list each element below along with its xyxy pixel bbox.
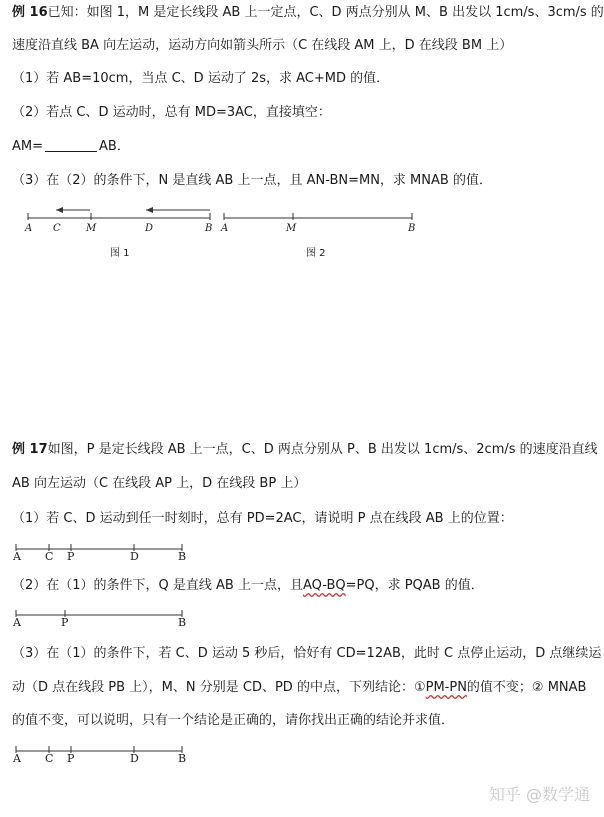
fig2-label-b: B [408,223,416,234]
q3-prefix: 动（D 点在线段 PB 上），M、N 分别是 CD、PD 的中点，下列结论：① [12,680,426,695]
fill-suffix: AB． [99,139,130,154]
fig1-label-c: C [53,223,61,234]
q3-wavy-text: PM-PN [425,680,467,695]
ex17-text-1: 如图，P 是定长线段 AB 上一点，C、D 两点分别从 P、B 出发以 1cm/s、2cm/s 的速度沿直线 [47,442,598,457]
ex16-line-1 [12,4,604,22]
fig2-label-a: A [221,223,229,234]
figa-label-p: P [67,550,75,563]
ex16-question-3: （3）在（2）的条件下，N 是直线 AB 上一点，且 AN-BN=MN，求 MNAB 的值． [12,173,492,188]
ex17-question-2 [12,577,484,595]
figc-label-d: D [130,752,139,765]
ex17-line-1 [12,441,598,459]
figa-label-b: B [178,550,187,563]
fig1-label-d: D [145,223,154,234]
figb-label-p: P [61,616,69,629]
fig1-label-m: M [86,223,97,234]
ex17-question-1: （1）若 C、D 运动到任一时刻时，总有 PD=2AC，请说明 P 点在线段 AB 上的位置： [12,511,513,526]
figa-label-a: A [13,550,21,563]
q2-prefix: （2）在（1）的条件下，Q 是直线 AB 上一点，且 [12,578,303,593]
figb-label-b: B [178,616,187,629]
ex17-title: 例 17 [12,442,48,457]
figc-label-b: B [178,752,187,765]
ex17-line-2: AB 向左运动（C 在线段 AP 上，D 在线段 BP 上） [12,476,307,491]
figa-label-d: D [130,550,139,563]
figc-label-a: A [13,752,21,765]
fig1-label-b: B [205,223,213,234]
ex16-question-2: （2）若点 C、D 运动时，总有 MD=3AC，直接填空： [12,105,331,120]
fig2-label-m: M [286,223,297,234]
ex17-question-3-line-3: 的值不变，可以说明，只有一个结论是正确的，请你找出正确的结论并求值． [12,713,455,728]
fill-prefix: AM= [12,139,44,154]
q2-suffix: =PQ，求 PQAB 的值． [345,578,484,593]
figa-label-c: C [45,550,54,563]
answer-blank [45,139,97,152]
ex17-figure-a-segment [10,540,190,554]
q3-suffix: 的值不变；② MNAB [466,680,587,695]
q2-wavy-text: AQ-BQ [302,578,346,593]
ex17-question-3-line-2 [12,679,586,697]
figure-1-segment [20,198,220,230]
figure-2-caption: 图 2 [306,248,326,259]
ex17-question-3-line-1: （3）在（1）的条件下，若 C、D 运动 5 秒后，恰好有 CD=12AB，此时 C 点停止运动，D 点继续运 [12,646,602,661]
figure-2-segment [220,208,420,224]
ex17-figure-c-segment [10,742,190,756]
figc-label-c: C [45,752,54,765]
ex16-fill-line [12,138,130,156]
fig1-label-a: A [25,223,33,234]
figb-label-a: A [13,616,21,629]
ex16-text-1: 已知：如图 1，M 是定长线段 AB 上一定点，C、D 两点分别从 M、B 出发以 1cm/s、3cm/s 的 [47,5,604,20]
figure-1-caption: 图 1 [110,248,130,259]
ex16-question-1: （1）若 AB=10cm，当点 C、D 运动了 2s，求 AC+MD 的值． [12,71,390,86]
figc-label-p: P [67,752,75,765]
ex17-figure-b-segment [10,606,190,620]
ex16-line-2: 速度沿直线 BA 向左运动，运动方向如箭头所示（C 在线段 AM 上，D 在线段 BM 上） [12,38,513,53]
ex16-title: 例 16 [12,5,48,20]
watermark: 知乎 @数学通 [488,785,590,804]
